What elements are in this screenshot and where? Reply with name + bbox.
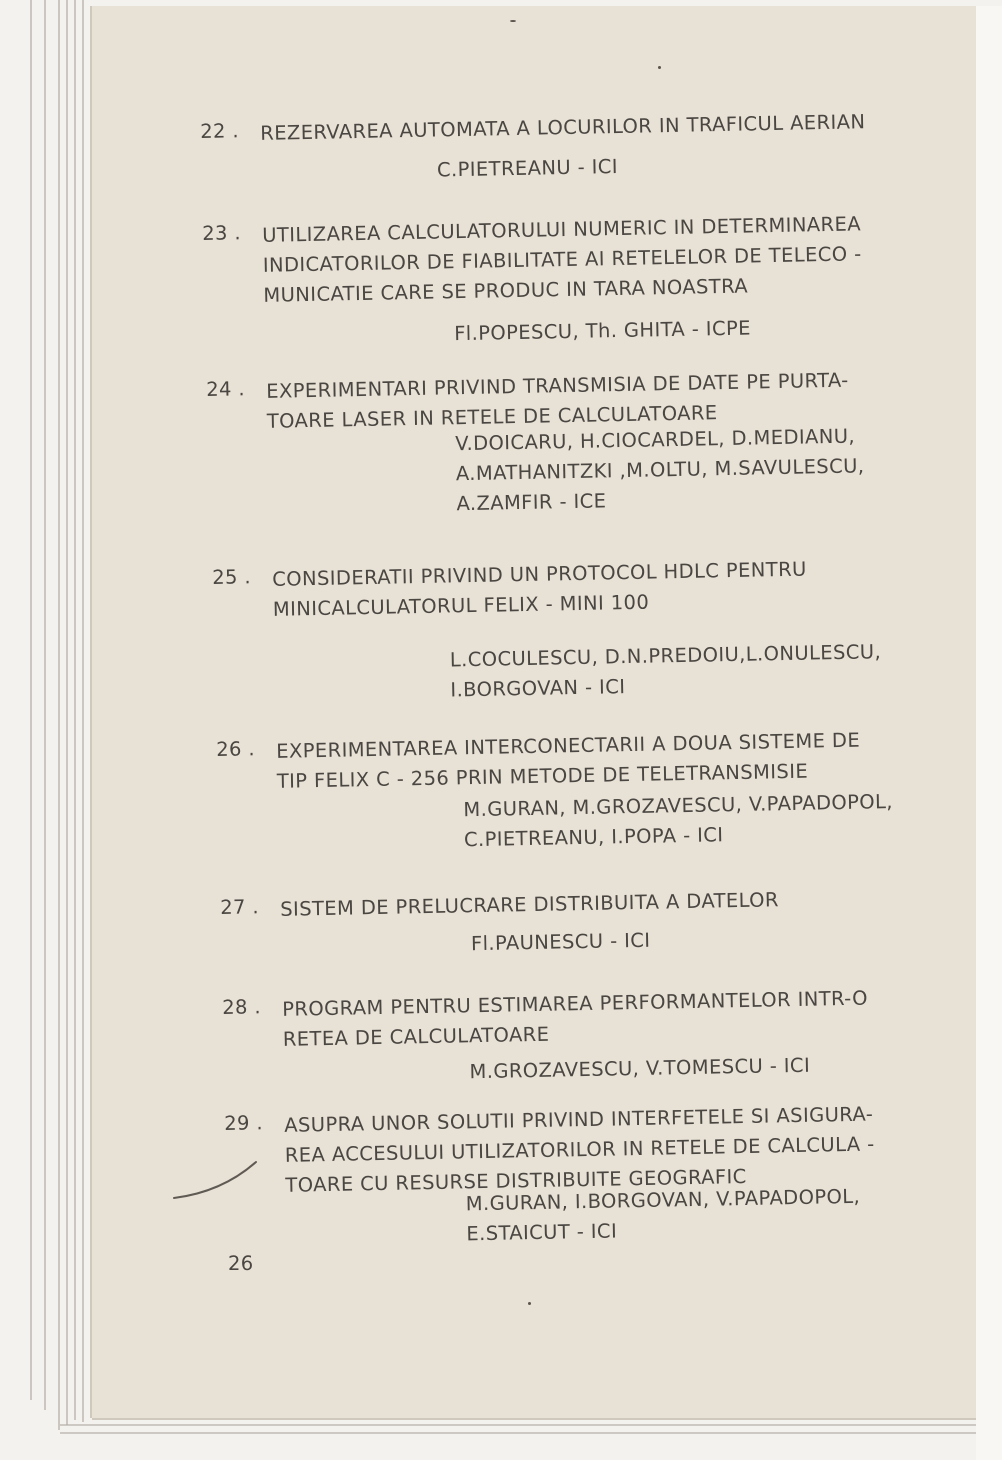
author-line: M.GROZAVESCU, V.TOMESCU - ICI (469, 1053, 811, 1084)
entry-authors (463, 787, 894, 855)
pencil-mark-icon (170, 1158, 260, 1202)
page-background (976, 6, 1002, 1460)
title-line: REZERVAREA AUTOMATA A LOCURILOR IN TRAFICUL AERIAN (260, 110, 866, 145)
title-line: TOARE LASER IN RETELE DE CALCULATOARE (266, 401, 718, 433)
entry-number: 28 . (222, 995, 262, 1019)
page-number: 26 (228, 1252, 254, 1275)
page-edge (82, 0, 84, 1422)
scan-speck (658, 66, 661, 69)
title-line: SISTEM DE PRELUCRARE DISTRIBUITA A DATELOR (280, 888, 780, 921)
title-line: INDICATORILOR DE FIABILITATE AI RETELELOR DE TELECO - (262, 242, 862, 277)
entry-title (276, 726, 861, 797)
entry-authors (471, 926, 651, 959)
author-line: E.STAICUT - ICI (466, 1219, 618, 1246)
author-line: A.ZAMFIR - ICE (456, 489, 607, 516)
entry-authors (454, 313, 751, 349)
author-line: V.DOICARU, H.CIOCARDEL, D.MEDIANU, (455, 424, 856, 456)
page-edge (66, 0, 68, 1425)
page-edge (30, 0, 32, 1400)
entry-title (282, 984, 869, 1055)
scan-speck (528, 1302, 531, 1305)
scan-speck (510, 20, 516, 22)
title-line: TOARE CU RESURSE DISTRIBUITE GEOGRAFIC (285, 1164, 747, 1197)
entry-number: 25 . (212, 565, 252, 589)
entry-number: 26 . (216, 737, 256, 761)
author-line: M.GURAN, I.BORGOVAN, V.PAPADOPOL, (465, 1184, 861, 1216)
entry-number: 29 . (224, 1111, 264, 1135)
entry-number: 23 . (202, 221, 242, 245)
author-line: A.MATHANITZKI ,M.OLTU, M.SAVULESCU, (455, 454, 865, 486)
entry-authors (450, 637, 882, 705)
title-line: TIP FELIX C - 256 PRIN METODE DE TELETRANSMISIE (276, 759, 809, 793)
author-line: C.PIETREANU - ICI (436, 154, 619, 182)
entry-number: 27 . (220, 895, 260, 919)
author-line: Fl.POPESCU, Th. GHITA - ICPE (453, 316, 752, 346)
title-line: ASUPRA UNOR SOLUTII PRIVIND INTERFETELE SI ASIGURA- (284, 1102, 874, 1137)
page-edge (58, 0, 60, 1430)
title-line: MINICALCULATORUL FELIX - MINI 100 (272, 590, 650, 621)
entry-title (262, 209, 862, 310)
title-line: RETEA DE CALCULATOARE (282, 1022, 550, 1051)
page-edge (60, 1432, 995, 1434)
title-line: UTILIZAREA CALCULATORULUI NUMERIC IN DETERMINAREA (262, 212, 862, 247)
page-edge (60, 1424, 995, 1426)
title-line: PROGRAM PENTRU ESTIMAREA PERFORMANTELOR INTR-O (282, 986, 869, 1021)
entry-authors (437, 152, 619, 185)
author-line: L.COCULESCU, D.N.PREDOIU,L.ONULESCU, (449, 640, 882, 672)
author-line: Fl.PAUNESCU - ICI (470, 928, 651, 956)
entry-number: 24 . (206, 377, 246, 401)
author-line: M.GURAN, M.GROZAVESCU, V.PAPADOPOL, (463, 790, 894, 822)
title-line: CONSIDERATII PRIVIND UN PROTOCOL HDLC PENTRU (272, 557, 807, 591)
page-edge (44, 0, 46, 1410)
title-line: MUNICATIE CARE SE PRODUC IN TARA NOASTRA (263, 274, 749, 307)
title-line: EXPERIMENTARI PRIVIND TRANSMISIA DE DATE PE PURTA- (266, 368, 849, 403)
entry-authors (466, 1182, 861, 1250)
author-line: I.BORGOVAN - ICI (450, 675, 626, 702)
title-line: REA ACCESULUI UTILIZATORILOR IN RETELE DE CALCULA - (284, 1132, 875, 1167)
title-line: EXPERIMENTAREA INTERCONECTARII A DOUA SISTEME DE (276, 728, 861, 763)
entry-authors (455, 421, 865, 519)
entry-number: 22 . (200, 119, 240, 143)
entry-title (272, 555, 808, 625)
author-line: C.PIETREANU, I.POPA - ICI (463, 823, 724, 852)
page-edge (74, 0, 76, 1420)
